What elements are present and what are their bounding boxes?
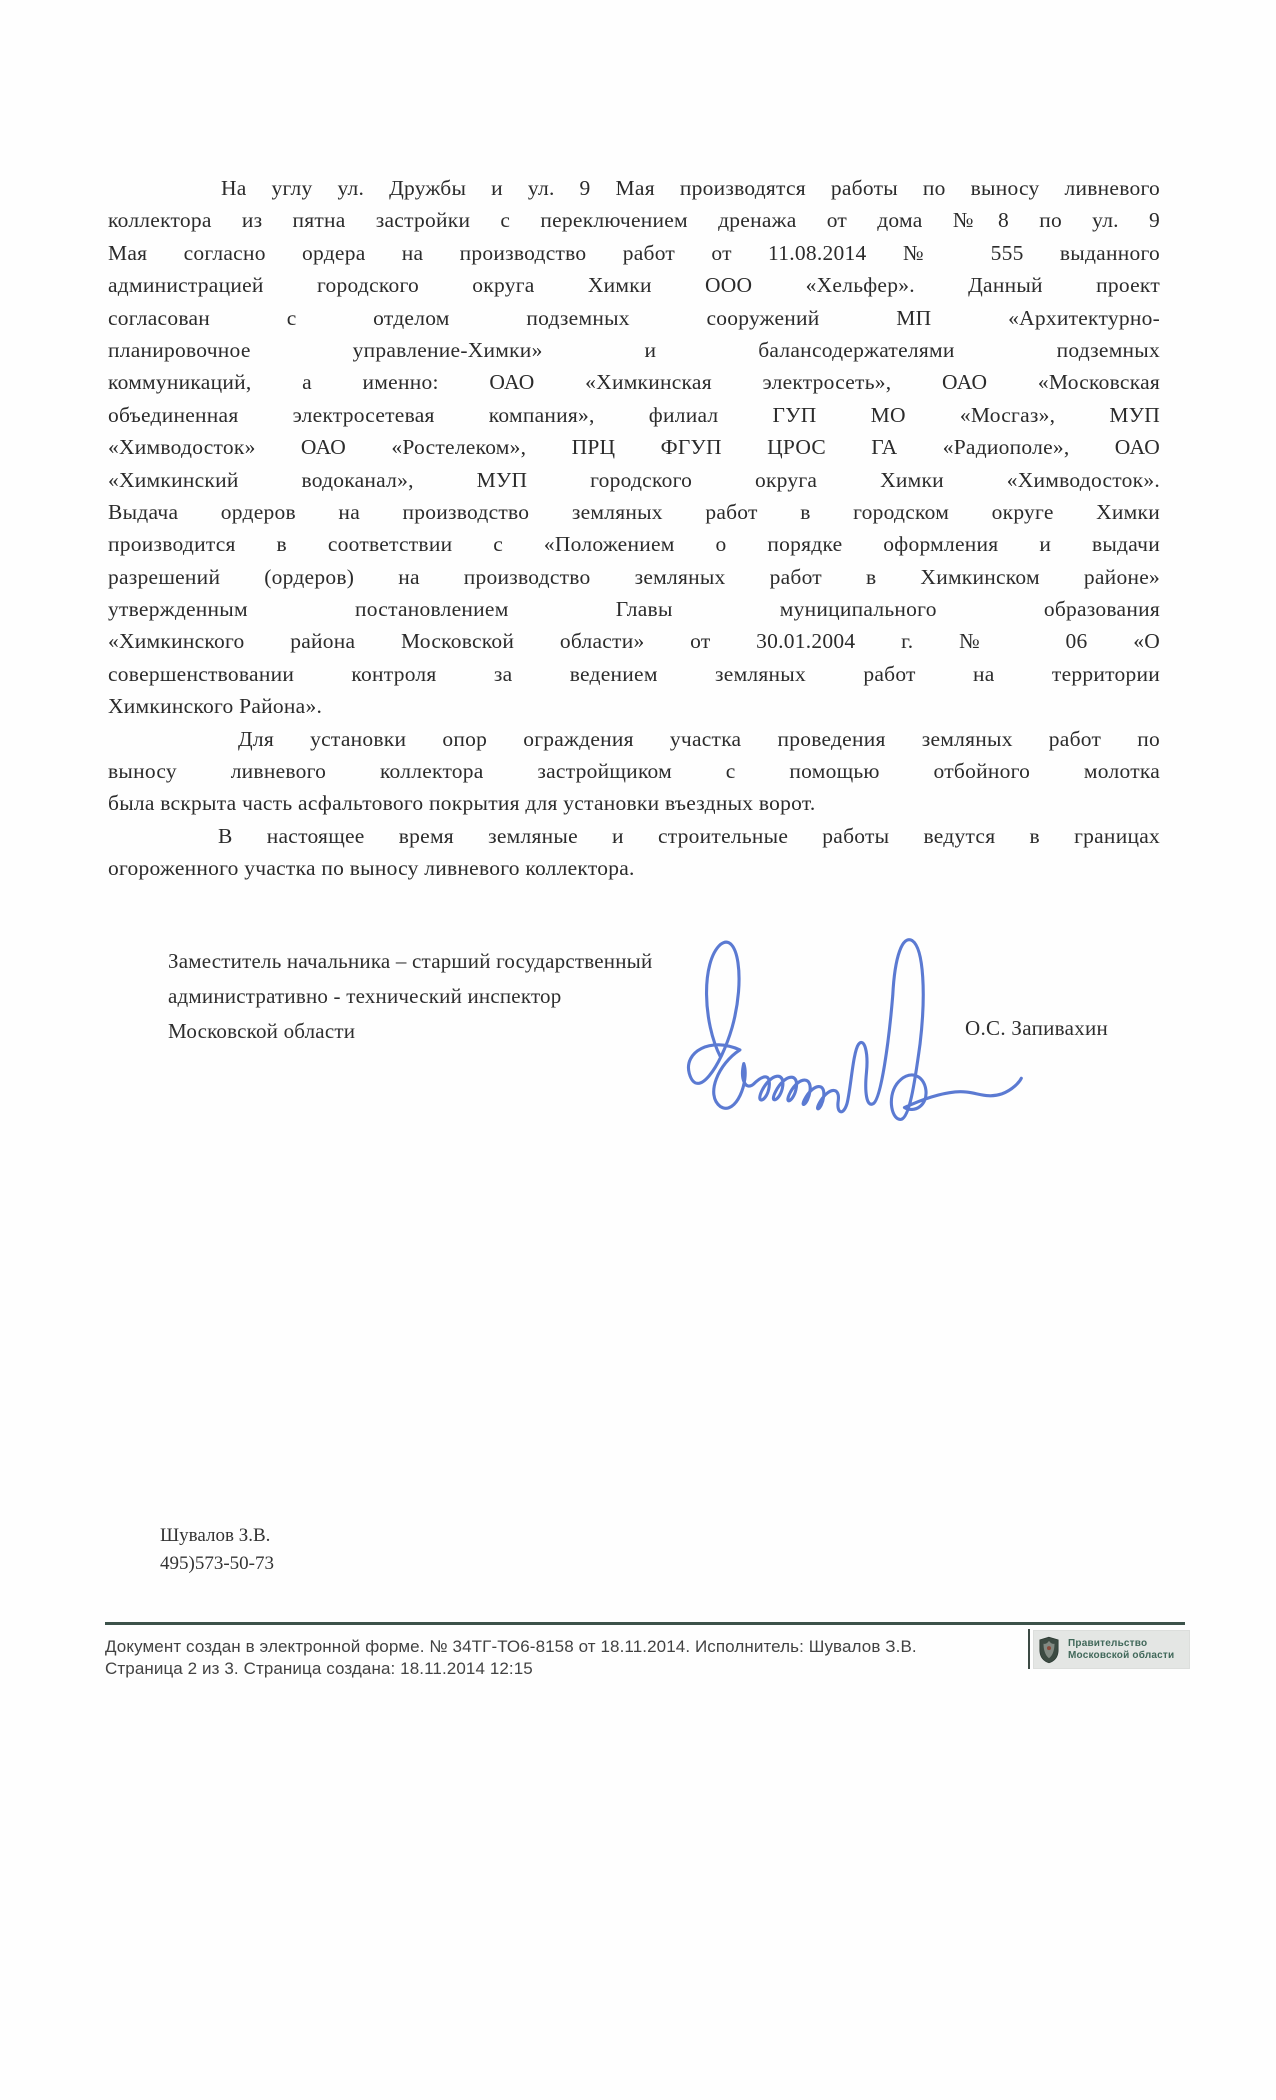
body-line: «Химводосток» ОАО «Ростелеком», ПРЦ ФГУП ЦРОС ГА «Радиополе», ОАО xyxy=(108,435,1160,460)
body-line: На углу ул. Дружбы и ул. 9 Мая производятся работы по выносу ливневого xyxy=(221,176,1160,200)
body-line: администрацией городского округа Химки ООО «Хельфер». Данный проект xyxy=(108,273,1160,298)
footer-rule xyxy=(105,1622,1185,1625)
stamp-org-line-1: Правительство xyxy=(1068,1637,1148,1649)
body-line: Химкинского Района». xyxy=(108,694,323,719)
stamp-divider xyxy=(1028,1629,1030,1669)
executor-phone: 495)573-50-73 xyxy=(160,1553,274,1574)
government-stamp xyxy=(1033,1630,1190,1669)
body-line: разрешений (ордеров) на производство земляных работ в Химкинском районе» xyxy=(108,564,1160,589)
body-text xyxy=(108,172,1160,885)
signature-title-line: Заместитель начальника – старший государственный xyxy=(168,949,653,973)
body-line: Для установки опор ограждения участка проведения земляных работ по xyxy=(238,726,1160,751)
body-line: планировочное управление-Химки» и балансодержателями подземных xyxy=(108,337,1160,362)
coat-of-arms-icon xyxy=(1038,1636,1060,1664)
signature-title-line: Московской области xyxy=(168,1019,356,1043)
body-line: совершенствовании контроля за ведением земляных работ на территории xyxy=(108,661,1160,686)
body-line: «Химкинский водоканал», МУП городского округа Химки «Химводосток». xyxy=(108,467,1160,492)
body-line: была вскрыта часть асфальтового покрытия для установки въездных ворот. xyxy=(108,791,816,816)
signature-title-block xyxy=(168,944,652,1049)
body-line: Мая согласно ордера на производство работ от 11.08.2014 № 555 выданного xyxy=(108,240,1160,265)
footer-line-2: Страница 2 из 3. Страница создана: 18.11.2014 12:15 xyxy=(105,1659,533,1678)
body-line: объединенная электросетевая компания», филиал ГУП МО «Мосгаз», МУП xyxy=(108,402,1160,427)
body-line: утвержденным постановлением Главы муниципального образования xyxy=(108,597,1160,622)
body-line: В настоящее время земляные и строительные работы ведутся в границах xyxy=(218,823,1160,848)
footer-metadata xyxy=(105,1636,1005,1680)
contact-block xyxy=(160,1522,274,1578)
footer-line-1: Документ создан в электронной форме. № 34ТГ-ТО6-8158 от 18.11.2014. Исполнитель: Шувалов З.В. xyxy=(105,1637,917,1656)
signature-title-line: административно - технический инспектор xyxy=(168,984,562,1008)
stamp-org-line-2: Московской области xyxy=(1068,1649,1175,1661)
body-line: выносу ливневого коллектора застройщиком с помощью отбойного молотка xyxy=(108,759,1160,784)
body-line: коллектора из пятна застройки с переключением дренажа от дома №8 по ул. 9 xyxy=(108,208,1160,233)
body-line: Выдача ордеров на производство земляных работ в городском округе Химки xyxy=(108,499,1160,524)
body-line: коммуникаций, а именно: ОАО «Химкинская электросеть», ОАО «Московская xyxy=(108,370,1160,395)
body-line: «Химкинского района Московской области» от 30.01.2004 г. № 06 «О xyxy=(108,629,1160,654)
body-line: согласован с отделом подземных сооружений МП «Архитектурно- xyxy=(108,305,1160,330)
body-line: огороженного участка по выносу ливневого коллектора. xyxy=(108,856,635,881)
stamp-text xyxy=(1068,1638,1174,1662)
executor-name: Шувалов З.В. xyxy=(160,1525,271,1546)
handwritten-signature-icon xyxy=(662,925,1032,1130)
body-line: производится в соответствии с «Положением о порядке оформления и выдачи xyxy=(108,532,1160,557)
signer-name: О.С. Запивахин xyxy=(965,1016,1109,1040)
